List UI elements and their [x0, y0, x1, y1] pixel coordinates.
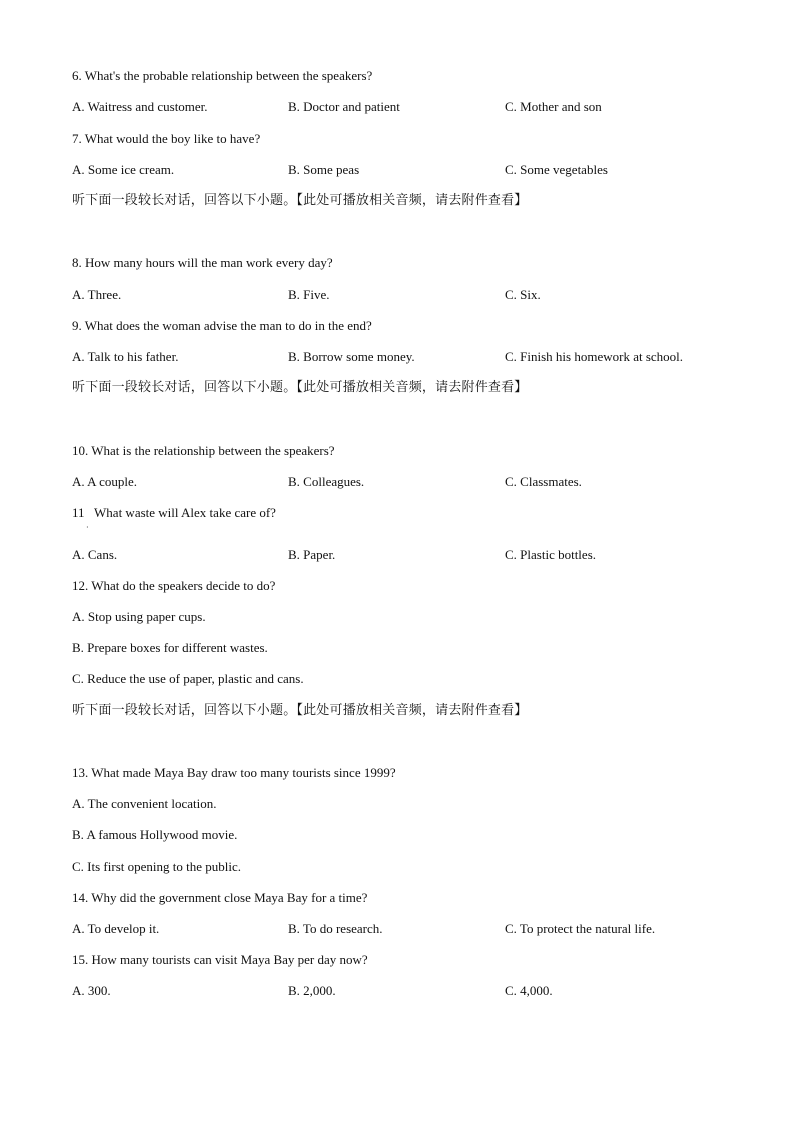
- question-9: 9. What does the woman advise the man to do in the end?: [72, 318, 372, 333]
- options-14: [72, 920, 752, 938]
- question-10: 10. What is the relationship between the speakers?: [72, 443, 335, 458]
- option-a: A. Cans.: [72, 547, 118, 562]
- option-b: B. Five.: [288, 287, 330, 302]
- option-a: A. A couple.: [72, 474, 137, 489]
- option-a: A. The convenient location.: [72, 796, 217, 811]
- options-15: [72, 982, 752, 1000]
- options-10: [72, 473, 752, 491]
- audio-instruction: 听下面一段较长对话，回答以下小题。【此处可播放相关音频，请去附件查看】: [72, 703, 528, 718]
- option-c: C. Its first opening to the public.: [72, 859, 241, 874]
- question-6: 6. What's the probable relationship between the speakers?: [72, 68, 373, 83]
- option-a: A. Waitress and customer.: [72, 99, 208, 114]
- question-11: 11 What waste will Alex take care of?: [72, 505, 276, 520]
- option-b: B. Doctor and patient: [288, 99, 400, 114]
- option-c: C. 4,000.: [505, 983, 553, 998]
- option-a: A. Three.: [72, 287, 122, 302]
- options-11: [72, 546, 752, 564]
- option-c: C. To protect the natural life.: [505, 921, 656, 936]
- option-a: A. Some ice cream.: [72, 162, 175, 177]
- option-b: B. Paper.: [288, 547, 336, 562]
- option-b: B. Prepare boxes for different wastes.: [72, 640, 268, 655]
- question-7: 7. What would the boy like to have?: [72, 131, 261, 146]
- option-b: B. Colleagues.: [288, 474, 365, 489]
- option-b: B. Borrow some money.: [288, 349, 415, 364]
- option-c: C. Plastic bottles.: [505, 547, 596, 562]
- option-c: C. Finish his homework at school.: [505, 349, 684, 364]
- options-7: [72, 161, 752, 179]
- question-15: 15. How many tourists can visit Maya Bay per day now?: [72, 952, 368, 967]
- question-13: 13. What made Maya Bay draw too many tourists since 1999?: [72, 765, 396, 780]
- question-8: 8. How many hours will the man work every day?: [72, 255, 333, 270]
- option-c: C. Reduce the use of paper, plastic and cans.: [72, 671, 304, 686]
- option-a: A. Talk to his father.: [72, 349, 179, 364]
- options-9: [72, 348, 752, 366]
- options-8: [72, 286, 752, 304]
- options-6: [72, 98, 752, 116]
- option-a: A. Stop using paper cups.: [72, 609, 206, 624]
- option-a: A. 300.: [72, 983, 111, 998]
- audio-instruction: 听下面一段较长对话，回答以下小题。【此处可播放相关音频，请去附件查看】: [72, 193, 528, 208]
- question-12: 12. What do the speakers decide to do?: [72, 578, 276, 593]
- option-b: B. Some peas: [288, 162, 360, 177]
- option-c: C. Some vegetables: [505, 162, 608, 177]
- option-c: C. Classmates.: [505, 474, 582, 489]
- audio-instruction: 听下面一段较长对话，回答以下小题。【此处可播放相关音频，请去附件查看】: [72, 380, 528, 395]
- question-14: 14. Why did the government close Maya Bay for a time?: [72, 890, 368, 905]
- stray-mark: ·: [86, 523, 89, 532]
- option-b: B. To do research.: [288, 921, 383, 936]
- option-b: B. 2,000.: [288, 983, 336, 998]
- option-a: A. To develop it.: [72, 921, 160, 936]
- option-c: C. Six.: [505, 287, 541, 302]
- option-b: B. A famous Hollywood movie.: [72, 827, 238, 842]
- option-c: C. Mother and son: [505, 99, 602, 114]
